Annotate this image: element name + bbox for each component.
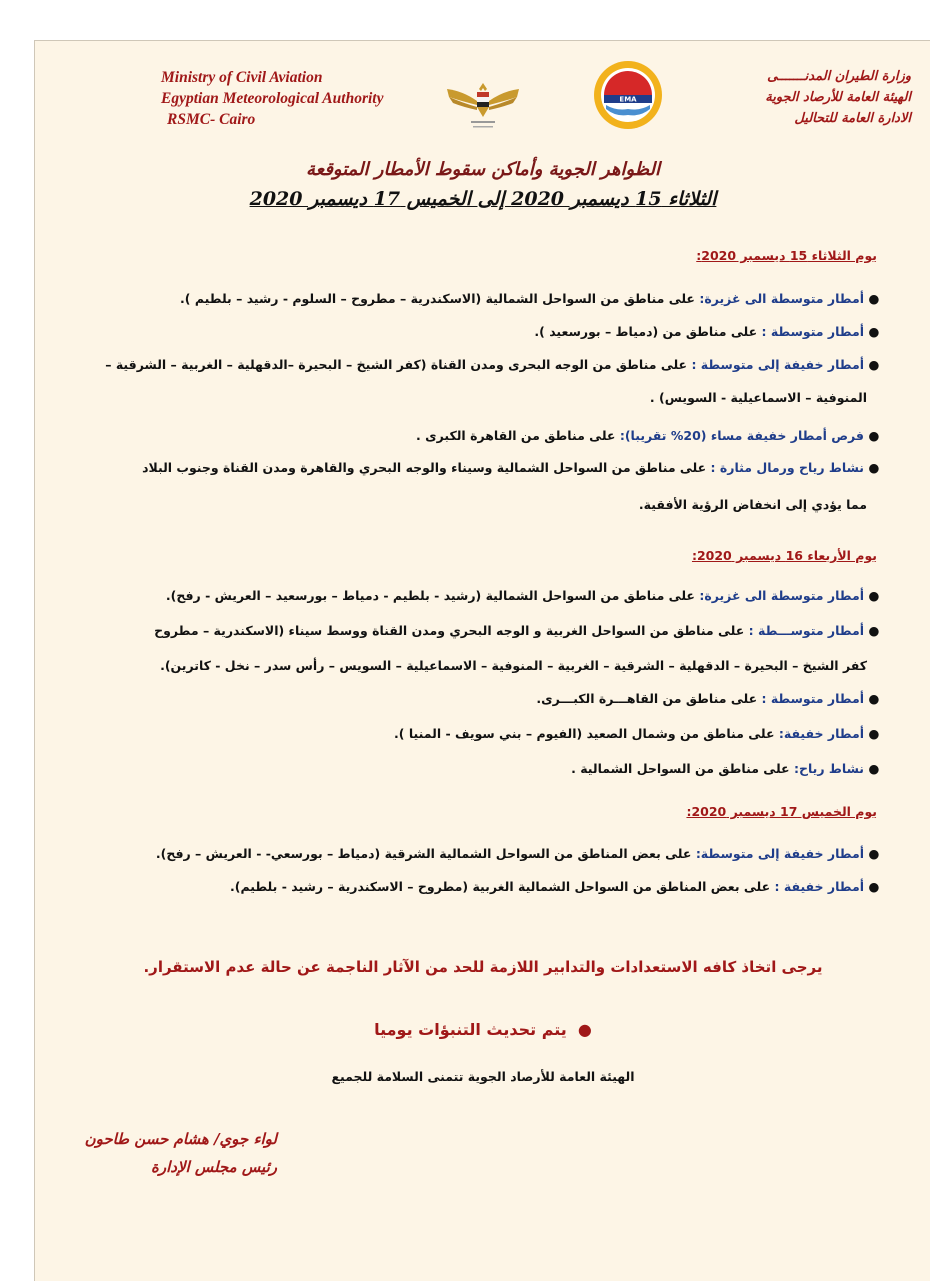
update-note-text: يتم تحديث التنبؤات يوميا (374, 1020, 567, 1039)
forecast-text: على مناطق من وشمال الصعيد (الفيوم – بني سويف - المنيا ). (394, 726, 779, 741)
forecast-item (51, 355, 881, 375)
forecast-text-continued: المنوفية – الاسماعيلية - السويس) . (649, 390, 867, 405)
bullet-icon: ● (868, 879, 880, 894)
forecast-text: على مناطق من السواحل الشمالية . (571, 761, 794, 776)
precaution-warning: يرجى اتخاذ كافه الاستعدادات والتدابير اللازمة للحد من الآثار الناجمة عن حالة عدم الاستقرار. (143, 958, 823, 976)
forecast-text: على مناطق من السواحل الشمالية (رشيد - بلطيم - دمياط – بورسعيد – العريش - رفح). (165, 588, 700, 603)
forecast-type: نشاط رياح: (793, 761, 864, 776)
forecast-text: على مناطق من السواحل الشمالية (الاسكندرية – مطروح – السلوم - رشيد – بلطيم ). (180, 291, 700, 306)
egypt-eagle-emblem-icon (443, 75, 523, 137)
bullet-icon: ● (868, 588, 880, 603)
bullet-icon: ● (868, 623, 880, 638)
authority-name-en: Egyptian Meteorological Authority (161, 90, 384, 107)
forecast-text-continued: كفر الشيخ – البحيرة – الدقهلية – الشرقية – الغربية – المنوفية – الاسماعيلية – السويس – رأس سدر – نخل - كاترين). (160, 658, 867, 673)
document-date-range: الثلاثاء 15 ديسمبر 2020 إلى الخميس 17 ديسمبر 2020 (249, 188, 717, 210)
forecast-text-continued: مما يؤدي إلى انخفاض الرؤية الأفقية. (638, 497, 867, 512)
forecast-item (51, 759, 881, 779)
day-heading-tuesday: يوم الثلاثاء 15 ديسمبر 2020: (696, 248, 877, 263)
forecast-text: على مناطق من (دمياط – بورسعيد ). (534, 324, 762, 339)
update-note (35, 1020, 930, 1039)
bullet-icon: ● (868, 460, 880, 475)
forecast-type: أمطار خفيفة: (778, 726, 864, 741)
forecast-type: أمطار خفيفة : (774, 879, 864, 894)
closing-note: الهيئة العامة للأرصاد الجوية تتمنى السلامة للجميع (331, 1069, 635, 1084)
forecast-text: على مناطق من القاهرة الكبرى . (416, 428, 620, 443)
forecast-item (51, 322, 881, 342)
forecast-type: أمطار متوسطة : (761, 691, 864, 706)
forecast-item (51, 724, 881, 744)
forecast-type: أمطار خفيفة إلى متوسطة : (691, 357, 864, 372)
bullet-icon: ● (868, 691, 880, 706)
forecast-text: على بعض المناطق من السواحل الشمالية الغربية (مطروح – الاسكندرية – رشيد - بلطيم). (230, 879, 775, 894)
document-title: الظواهر الجوية وأماكن سقوط الأمطار المتوقعة (305, 159, 660, 180)
forecast-type: فرص أمطار خفيفة مساء (20% تقريبا): (619, 428, 864, 443)
day-heading-thursday: يوم الخميس 17 ديسمبر 2020: (686, 804, 877, 819)
department-name-ar: الادارة العامة للتحاليل (794, 111, 911, 126)
forecast-text: على مناطق من القاهـــرة الكبـــرى. (536, 691, 762, 706)
forecast-item (51, 458, 881, 478)
forecast-item (51, 877, 881, 897)
header-arabic (765, 66, 911, 129)
bullet-icon: ● (566, 1020, 592, 1039)
forecast-item (51, 289, 881, 309)
ministry-name-ar: وزارة الطيران المدنـــــــى (767, 69, 911, 84)
bullet-icon: ● (868, 761, 880, 776)
forecast-text: على مناطق من الوجه البحرى ومدن القناة (كفر الشيخ – البحيرة –الدقهلية – الغربية – الشرقية – (105, 357, 692, 372)
bullet-icon: ● (868, 428, 880, 443)
forecast-text: على بعض المناطق من السواحل الشمالية الشرقية (دمياط – بورسعي- - العريش – رفح). (155, 846, 696, 861)
bullet-icon: ● (868, 357, 880, 372)
forecast-text: على مناطق من السواحل الغربية و الوجه البحري ومدن القناة ووسط سيناء (الاسكندرية – مطروح (154, 623, 749, 638)
document-page (34, 40, 930, 1281)
rsmc-name-en: RSMC- Cairo (167, 111, 256, 128)
forecast-type: أمطار خفيفة إلى متوسطة: (695, 846, 864, 861)
signatory-name: لواء جوي/ هشام حسن طاحون (84, 1130, 277, 1148)
bullet-icon: ● (868, 324, 880, 339)
forecast-type: أمطار متوسطة الى غزيرة: (699, 291, 864, 306)
day-heading-wednesday: يوم الأربعاء 16 ديسمبر 2020: (691, 548, 877, 563)
ministry-name-en: Ministry of Civil Aviation (161, 69, 323, 86)
bullet-icon: ● (868, 846, 880, 861)
header-english (161, 67, 383, 130)
forecast-type: أمطار متوسطة الى غزيرة: (699, 588, 864, 603)
forecast-type: نشاط رياح ورمال مثارة : (710, 460, 864, 475)
forecast-text: على مناطق من السواحل الشمالية وسيناء والوجه البحري والقاهرة ومدن القناة وجنوب البلاد (142, 460, 711, 475)
bullet-icon: ● (868, 291, 880, 306)
authority-name-ar: الهيئة العامة للأرصاد الجوية (765, 90, 911, 105)
forecast-type: أمطار متوســـطة : (748, 623, 864, 638)
forecast-item (51, 621, 881, 641)
bullet-icon: ● (868, 726, 880, 741)
forecast-item (51, 689, 881, 709)
ema-logo-icon (592, 59, 664, 131)
signatory-title: رئيس مجلس الإدارة (151, 1158, 277, 1176)
forecast-item (51, 844, 881, 864)
forecast-item (51, 426, 881, 446)
forecast-type: أمطار متوسطة : (761, 324, 864, 339)
forecast-item (51, 586, 881, 606)
ema-logo-text: EMA (619, 95, 637, 104)
